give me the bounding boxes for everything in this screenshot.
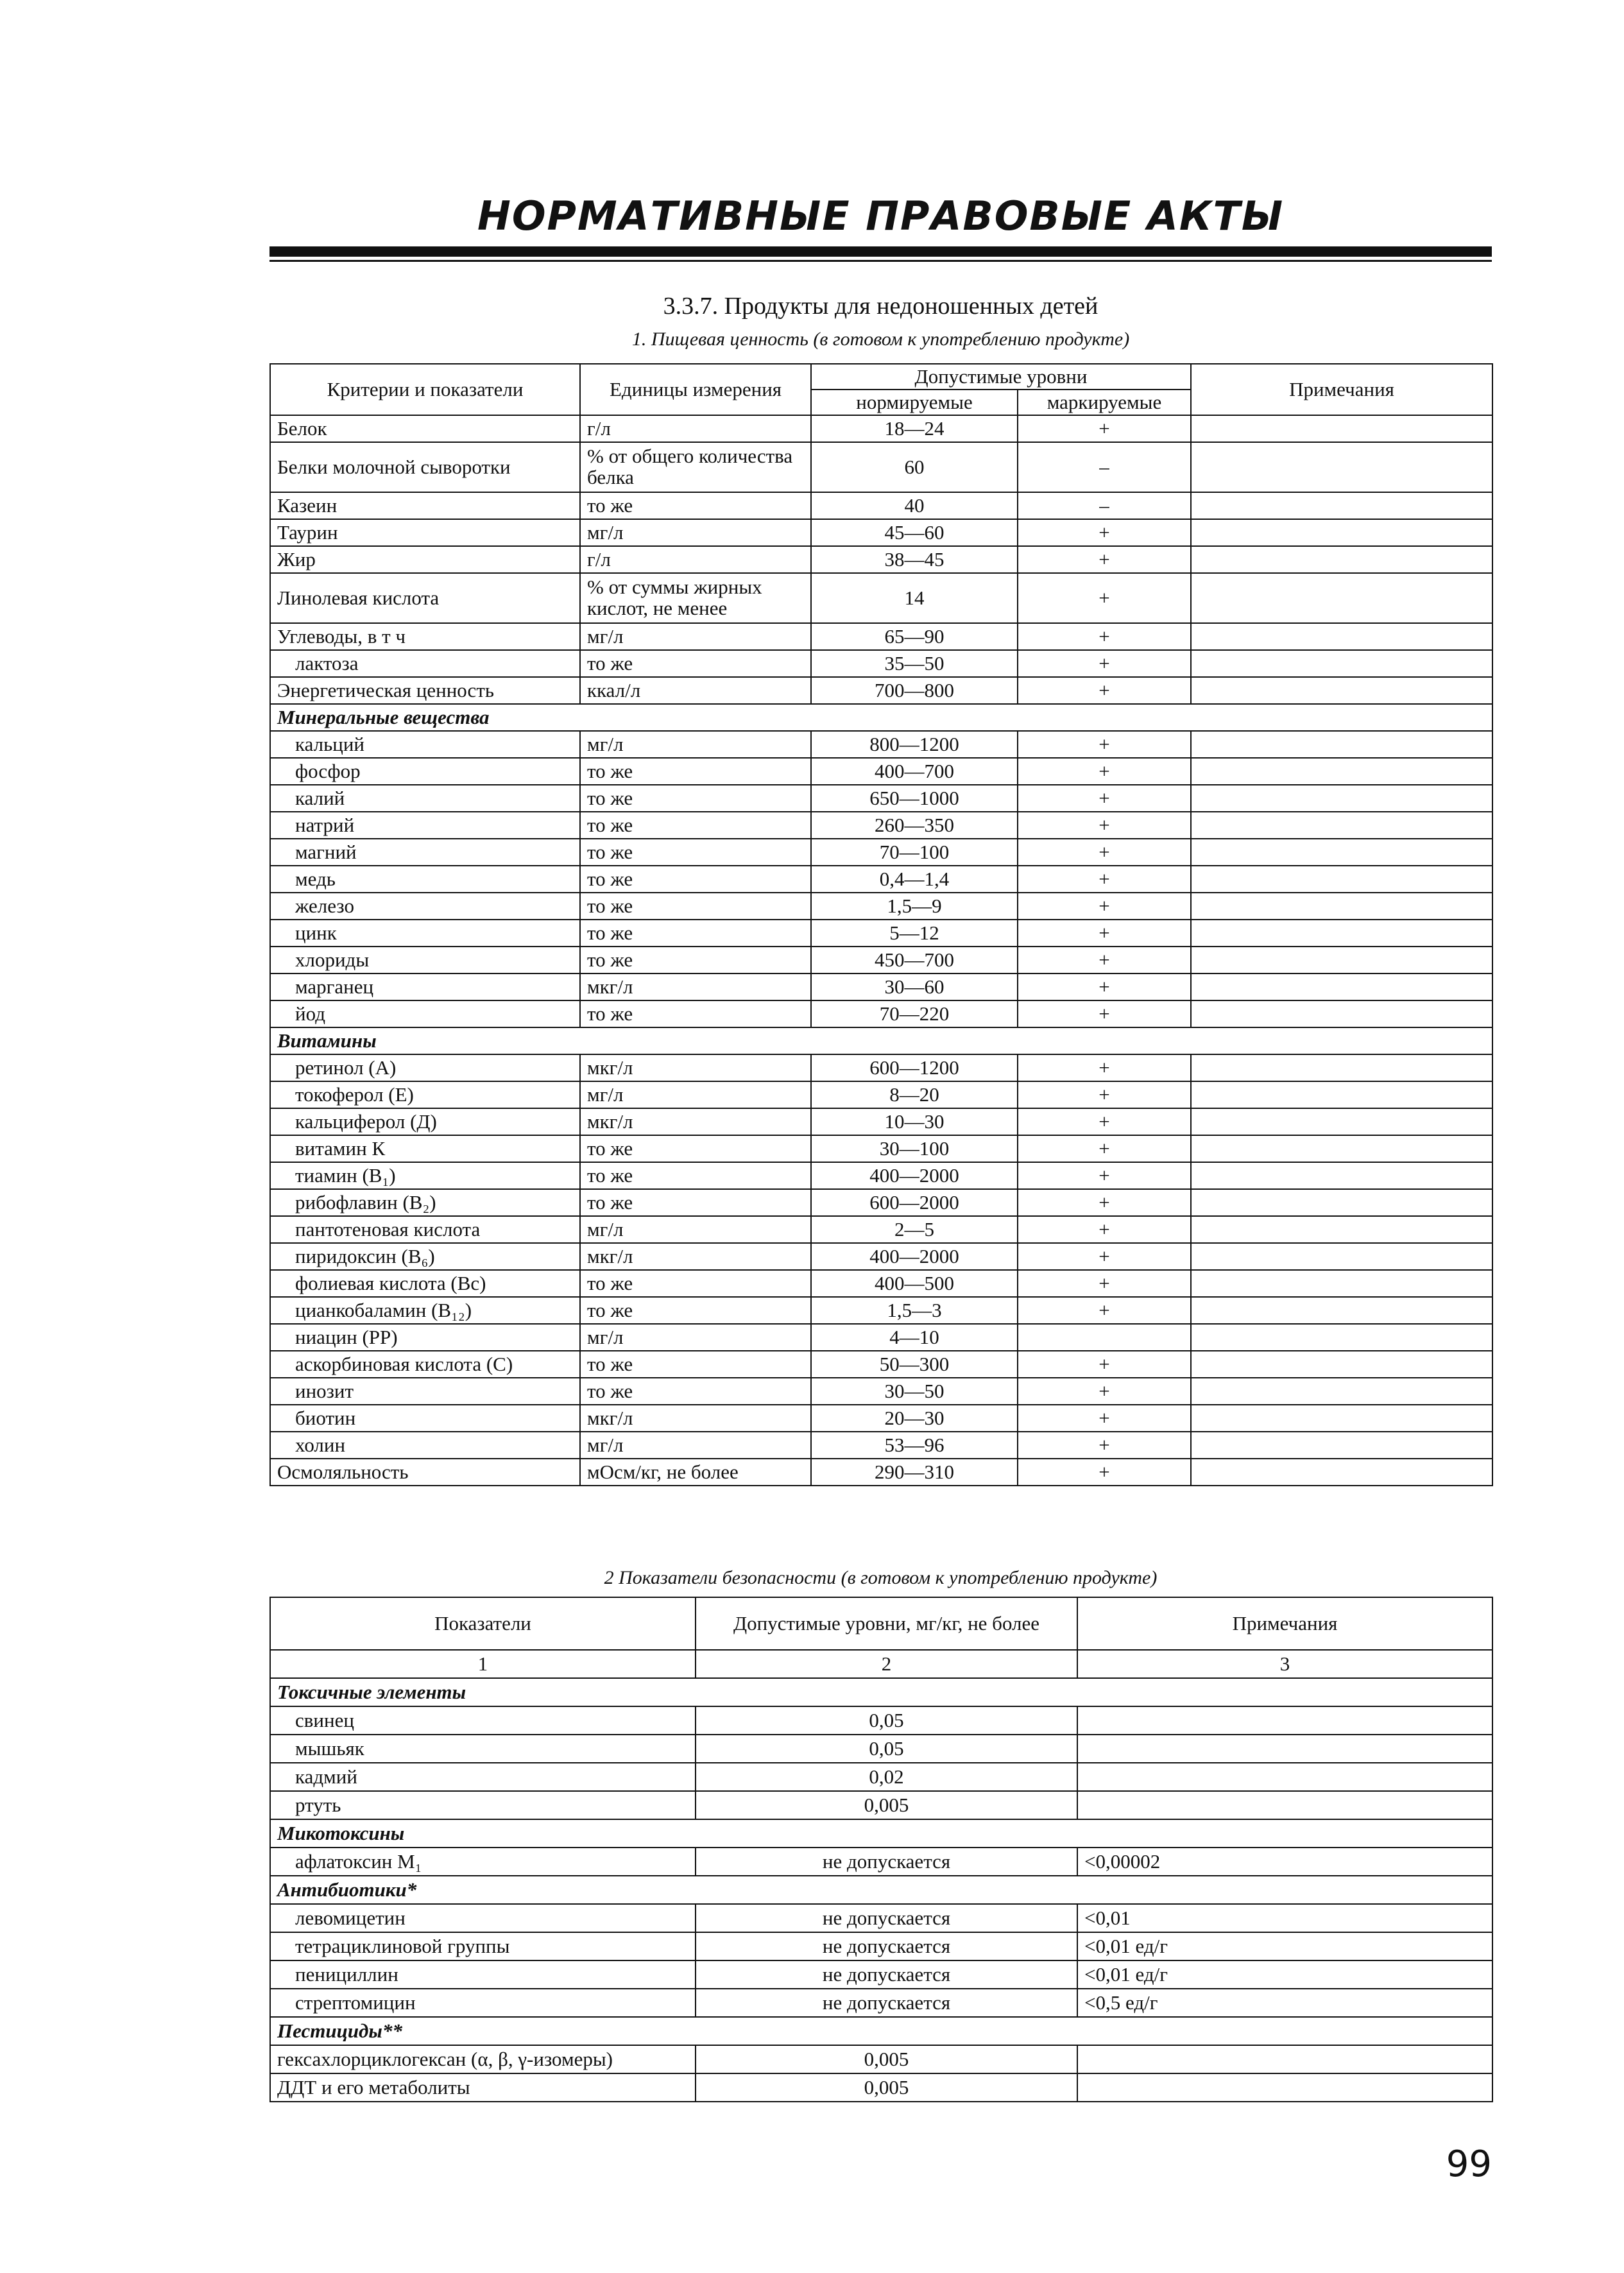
- normed-value: 400—2000: [811, 1243, 1018, 1270]
- table-row: [270, 2045, 1492, 2073]
- table-row: [270, 1054, 1492, 1081]
- table-row: [270, 650, 1492, 677]
- unit-cell: ккал/л: [580, 677, 811, 704]
- criteria-header: Критерии и показатели: [270, 364, 580, 415]
- indicator-name: фолиевая кислота (Bc): [270, 1270, 580, 1297]
- indicator-name: Казеин: [270, 492, 580, 519]
- normed-value: 14: [811, 573, 1018, 623]
- labeled-mark: +: [1018, 893, 1191, 920]
- indicator-name: цинк: [270, 920, 580, 947]
- indicator-name: калий: [270, 785, 580, 812]
- indicator-name: цианкобаламин (B₁₂): [270, 1297, 580, 1324]
- table-row: [270, 1405, 1492, 1432]
- notes-cell: [1191, 546, 1492, 573]
- table-row: [270, 758, 1492, 785]
- table-row: [270, 1297, 1492, 1324]
- table-row: [270, 2073, 1492, 2102]
- unit-cell: то же: [580, 866, 811, 893]
- indicator-name: Линолевая кислота: [270, 573, 580, 623]
- indicator-name: тиамин (B₁): [270, 1162, 580, 1189]
- indicator-name: железо: [270, 893, 580, 920]
- indicator-name: ртуть: [270, 1791, 696, 1819]
- normed-value: 290—310: [811, 1459, 1018, 1486]
- table-row: [270, 415, 1492, 442]
- table-row: [270, 1706, 1492, 1735]
- notes-cell: <0,01 ед/г: [1077, 1932, 1492, 1960]
- indicator-name: Белки молочной сыворотки: [270, 442, 580, 492]
- table-row: [270, 1848, 1492, 1876]
- indicator-name: магний: [270, 839, 580, 866]
- labeled-mark: +: [1018, 1000, 1191, 1027]
- unit-cell: то же: [580, 920, 811, 947]
- unit-cell: г/л: [580, 415, 811, 442]
- table-row: [270, 1791, 1492, 1819]
- unit-cell: то же: [580, 1189, 811, 1216]
- notes-cell: [1191, 866, 1492, 893]
- group-heading: Пестициды**: [270, 2017, 1492, 2045]
- unit-cell: то же: [580, 758, 811, 785]
- group-row: [270, 2017, 1492, 2045]
- table-row: [270, 442, 1492, 492]
- labeled-mark: +: [1018, 920, 1191, 947]
- unit-cell: то же: [580, 839, 811, 866]
- labeled-mark: +: [1018, 812, 1191, 839]
- table1-header-row: [270, 364, 1492, 390]
- notes-cell: [1077, 1763, 1492, 1791]
- nutrition-table: [269, 363, 1493, 1486]
- notes-cell: [1191, 1351, 1492, 1378]
- indicator-name: пиридоксин (B₆): [270, 1243, 580, 1270]
- notes-cell: [1191, 1081, 1492, 1108]
- indicator-name: токоферол (Е): [270, 1081, 580, 1108]
- section-title: 3.3.7. Продукты для недоношенных детей: [663, 293, 1098, 320]
- labeled-mark: +: [1018, 1189, 1191, 1216]
- indicator-name: тетрациклиновой группы: [270, 1932, 696, 1960]
- table-row: [270, 1960, 1492, 1989]
- unit-cell: то же: [580, 1351, 811, 1378]
- indicator-name: Углеводы, в т ч: [270, 623, 580, 650]
- table-row: [270, 1162, 1492, 1189]
- labeled-mark: –: [1018, 442, 1191, 492]
- limit-value: 0,005: [696, 2045, 1077, 2073]
- indicator-name: хлориды: [270, 947, 580, 974]
- unit-cell: мкг/л: [580, 1243, 811, 1270]
- unit-cell: то же: [580, 1135, 811, 1162]
- normed-value: 65—90: [811, 623, 1018, 650]
- labeled-mark: +: [1018, 1108, 1191, 1135]
- indicator-name: левомицетин: [270, 1904, 696, 1932]
- indicator-name: холин: [270, 1432, 580, 1459]
- indicator-name: гексахлорциклогексан (α, β, γ-изомеры): [270, 2045, 696, 2073]
- group-row: [270, 1876, 1492, 1904]
- notes-cell: [1191, 1297, 1492, 1324]
- table-row: [270, 1189, 1492, 1216]
- notes-cell: [1191, 442, 1492, 492]
- unit-cell: мг/л: [580, 1216, 811, 1243]
- table-row: [270, 573, 1492, 623]
- notes-cell: [1191, 947, 1492, 974]
- notes-cell: [1191, 920, 1492, 947]
- normed-value: 600—1200: [811, 1054, 1018, 1081]
- normed-value: 35—50: [811, 650, 1018, 677]
- table-row: [270, 1989, 1492, 2017]
- normed-value: 1,5—9: [811, 893, 1018, 920]
- normed-value: 400—2000: [811, 1162, 1018, 1189]
- notes-cell: [1191, 1270, 1492, 1297]
- unit-cell: мг/л: [580, 1081, 811, 1108]
- indicator-name: стрептомицин: [270, 1989, 696, 2017]
- indicator-name: Белок: [270, 415, 580, 442]
- unit-cell: мг/л: [580, 623, 811, 650]
- unit-cell: мг/л: [580, 519, 811, 546]
- notes-cell: [1191, 1459, 1492, 1486]
- normed-value: 1,5—3: [811, 1297, 1018, 1324]
- notes-cell: <0,5 ед/г: [1077, 1989, 1492, 2017]
- indicator-name: аскорбиновая кислота (С): [270, 1351, 580, 1378]
- table-row: [270, 1324, 1492, 1351]
- group-heading: Витамины: [270, 1027, 1492, 1054]
- table-row: [270, 1432, 1492, 1459]
- units-header: Единицы измерения: [580, 364, 811, 415]
- table2-caption: 2 Показатели безопасности (в готовом к употреблению продукте): [604, 1567, 1158, 1588]
- labeled-mark: +: [1018, 947, 1191, 974]
- notes-cell: [1191, 1405, 1492, 1432]
- table2-body: [270, 1678, 1492, 2102]
- labeled-mark: +: [1018, 519, 1191, 546]
- normed-value: 0,4—1,4: [811, 866, 1018, 893]
- normed-value: 53—96: [811, 1432, 1018, 1459]
- indicator-name: ретинол (А): [270, 1054, 580, 1081]
- indicator-name: биотин: [270, 1405, 580, 1432]
- table-row: [270, 623, 1492, 650]
- table-row: [270, 1216, 1492, 1243]
- group-row: [270, 1819, 1492, 1848]
- unit-cell: мкг/л: [580, 1405, 811, 1432]
- notes-cell: [1191, 758, 1492, 785]
- table-row: [270, 866, 1492, 893]
- table-row: [270, 1081, 1492, 1108]
- normed-value: 5—12: [811, 920, 1018, 947]
- unit-cell: то же: [580, 1000, 811, 1027]
- limit-value: 0,05: [696, 1735, 1077, 1763]
- group-row: [270, 1678, 1492, 1706]
- unit-cell: мОсм/кг, не более: [580, 1459, 811, 1486]
- labeled-mark: –: [1018, 492, 1191, 519]
- group-heading: Микотоксины: [270, 1819, 1492, 1848]
- labeled-mark: +: [1018, 1405, 1191, 1432]
- indicator-name: витамин К: [270, 1135, 580, 1162]
- normed-value: 8—20: [811, 1081, 1018, 1108]
- table-row: [270, 1763, 1492, 1791]
- unit-cell: мг/л: [580, 1324, 811, 1351]
- notes-cell: [1191, 812, 1492, 839]
- notes-cell: [1191, 650, 1492, 677]
- normed-value: 30—100: [811, 1135, 1018, 1162]
- notes-cell: [1077, 2073, 1492, 2102]
- table-row: [270, 1904, 1492, 1932]
- notes-cell: [1191, 785, 1492, 812]
- table-row: [270, 812, 1492, 839]
- header-rule-thick: [269, 246, 1492, 257]
- notes-cell: [1191, 1189, 1492, 1216]
- labeled-mark: +: [1018, 1459, 1191, 1486]
- indicator-name: пенициллин: [270, 1960, 696, 1989]
- unit-cell: мг/л: [580, 1432, 811, 1459]
- table-row: [270, 1378, 1492, 1405]
- unit-cell: мкг/л: [580, 1054, 811, 1081]
- page-number: 99: [1446, 2143, 1492, 2185]
- labeled-mark: +: [1018, 839, 1191, 866]
- notes-cell: <0,00002: [1077, 1848, 1492, 1876]
- unit-cell: % от суммы жирных кислот, не менее: [580, 573, 811, 623]
- indicator-name: кальций: [270, 731, 580, 758]
- table-row: [270, 1270, 1492, 1297]
- table-row: [270, 1243, 1492, 1270]
- notes-cell: [1191, 1216, 1492, 1243]
- indicator-name: фосфор: [270, 758, 580, 785]
- indicator-name: ДДТ и его метаболиты: [270, 2073, 696, 2102]
- normed-value: 30—60: [811, 974, 1018, 1000]
- unit-cell: то же: [580, 812, 811, 839]
- notes-cell: [1191, 974, 1492, 1000]
- notes-cell: [1191, 1432, 1492, 1459]
- notes-cell: <0,01 ед/г: [1077, 1960, 1492, 1989]
- unit-cell: то же: [580, 947, 811, 974]
- table1-body: [270, 415, 1492, 1486]
- notes-cell: [1191, 731, 1492, 758]
- indicator-name: лактоза: [270, 650, 580, 677]
- table-row: [270, 519, 1492, 546]
- header-rule-thin: [269, 260, 1492, 262]
- labeled-mark: +: [1018, 623, 1191, 650]
- column-number: 2: [696, 1650, 1077, 1678]
- unit-cell: мг/л: [580, 731, 811, 758]
- column-number: 3: [1077, 1650, 1492, 1678]
- normed-value: 400—500: [811, 1270, 1018, 1297]
- unit-cell: то же: [580, 1378, 811, 1405]
- notes-cell: [1191, 1108, 1492, 1135]
- normed-value: 30—50: [811, 1378, 1018, 1405]
- normed-value: 70—100: [811, 839, 1018, 866]
- page-header: НОРМАТИВНЫЕ ПРАВОВЫЕ АКТЫ: [477, 193, 1285, 239]
- unit-cell: то же: [580, 1162, 811, 1189]
- notes-cell: [1191, 1243, 1492, 1270]
- group-row: [270, 704, 1492, 731]
- table-row: [270, 1735, 1492, 1763]
- unit-cell: то же: [580, 1297, 811, 1324]
- normed-value: 45—60: [811, 519, 1018, 546]
- limit-value: 0,05: [696, 1706, 1077, 1735]
- unit-cell: то же: [580, 893, 811, 920]
- normed-value: 400—700: [811, 758, 1018, 785]
- labeled-mark: +: [1018, 546, 1191, 573]
- labeled-mark: +: [1018, 1216, 1191, 1243]
- labeled-mark: +: [1018, 1243, 1191, 1270]
- normed-value: 20—30: [811, 1405, 1018, 1432]
- indicator-name: Энергетическая ценность: [270, 677, 580, 704]
- labeled-mark: +: [1018, 1351, 1191, 1378]
- labeled-mark: +: [1018, 1378, 1191, 1405]
- unit-cell: то же: [580, 650, 811, 677]
- notes-cell: [1191, 839, 1492, 866]
- notes-cell: [1191, 1054, 1492, 1081]
- indicator-name: инозит: [270, 1378, 580, 1405]
- table-row: [270, 1932, 1492, 1960]
- notes-cell: <0,01: [1077, 1904, 1492, 1932]
- notes-cell: [1077, 1735, 1492, 1763]
- notes-cell: [1191, 677, 1492, 704]
- notes-header: Примечания: [1191, 364, 1492, 415]
- normed-value: 2—5: [811, 1216, 1018, 1243]
- unit-cell: мкг/л: [580, 974, 811, 1000]
- labeled-mark: +: [1018, 1135, 1191, 1162]
- group-row: [270, 1027, 1492, 1054]
- column-number: 1: [270, 1650, 696, 1678]
- notes-cell: [1191, 1135, 1492, 1162]
- indicator-name: Жир: [270, 546, 580, 573]
- normed-value: 450—700: [811, 947, 1018, 974]
- labeled-mark: +: [1018, 677, 1191, 704]
- limits-header: Допустимые уровни, мг/кг, не более: [696, 1597, 1077, 1650]
- labeled-mark: +: [1018, 758, 1191, 785]
- notes-header: Примечания: [1077, 1597, 1492, 1650]
- group-heading: Антибиотики*: [270, 1876, 1492, 1904]
- group-heading: Минеральные вещества: [270, 704, 1492, 731]
- unit-cell: то же: [580, 492, 811, 519]
- notes-cell: [1191, 893, 1492, 920]
- unit-cell: г/л: [580, 546, 811, 573]
- table-row: [270, 974, 1492, 1000]
- normed-value: 60: [811, 442, 1018, 492]
- table-row: [270, 1000, 1492, 1027]
- normed-header: нормируемые: [811, 390, 1018, 415]
- normed-value: 260—350: [811, 812, 1018, 839]
- notes-cell: [1191, 1000, 1492, 1027]
- labeled-mark: +: [1018, 731, 1191, 758]
- limit-value: не допускается: [696, 1932, 1077, 1960]
- normed-value: 50—300: [811, 1351, 1018, 1378]
- notes-cell: [1191, 623, 1492, 650]
- table-row: [270, 947, 1492, 974]
- table-row: [270, 920, 1492, 947]
- labeled-mark: +: [1018, 1297, 1191, 1324]
- table-row: [270, 1459, 1492, 1486]
- table-row: [270, 1351, 1492, 1378]
- limit-value: не допускается: [696, 1848, 1077, 1876]
- indicator-name: мышьяк: [270, 1735, 696, 1763]
- labeled-mark: +: [1018, 1081, 1191, 1108]
- normed-value: 650—1000: [811, 785, 1018, 812]
- limit-value: не допускается: [696, 1904, 1077, 1932]
- column-number-row: [270, 1650, 1492, 1678]
- table-row: [270, 546, 1492, 573]
- table-row: [270, 492, 1492, 519]
- indicator-name: Таурин: [270, 519, 580, 546]
- indicator-name: ниацин (PP): [270, 1324, 580, 1351]
- table-row: [270, 1135, 1492, 1162]
- indicator-name: медь: [270, 866, 580, 893]
- normed-value: 4—10: [811, 1324, 1018, 1351]
- indicator-name: кадмий: [270, 1763, 696, 1791]
- notes-cell: [1077, 2045, 1492, 2073]
- normed-value: 40: [811, 492, 1018, 519]
- normed-value: 600—2000: [811, 1189, 1018, 1216]
- labeled-mark: +: [1018, 650, 1191, 677]
- table-row: [270, 839, 1492, 866]
- group-heading: Токсичные элементы: [270, 1678, 1492, 1706]
- levels-header: Допустимые уровни: [811, 364, 1191, 390]
- labeled-mark: +: [1018, 1162, 1191, 1189]
- limit-value: 0,005: [696, 1791, 1077, 1819]
- indicator-name: рибофлавин (B₂): [270, 1189, 580, 1216]
- indicator-name: афлатоксин M₁: [270, 1848, 696, 1876]
- normed-value: 10—30: [811, 1108, 1018, 1135]
- notes-cell: [1077, 1706, 1492, 1735]
- labeled-mark: +: [1018, 415, 1191, 442]
- indicator-name: натрий: [270, 812, 580, 839]
- indicator-name: кальциферол (Д): [270, 1108, 580, 1135]
- labeled-mark: [1018, 1324, 1191, 1351]
- table-row: [270, 731, 1492, 758]
- limit-value: не допускается: [696, 1989, 1077, 2017]
- labeled-mark: +: [1018, 866, 1191, 893]
- normed-value: 700—800: [811, 677, 1018, 704]
- notes-cell: [1191, 1378, 1492, 1405]
- labeled-mark: +: [1018, 1270, 1191, 1297]
- indicator-name: Осмоляльность: [270, 1459, 580, 1486]
- notes-cell: [1191, 415, 1492, 442]
- unit-cell: мкг/л: [580, 1108, 811, 1135]
- table-row: [270, 893, 1492, 920]
- notes-cell: [1191, 519, 1492, 546]
- table-row: [270, 1108, 1492, 1135]
- labeled-mark: +: [1018, 1432, 1191, 1459]
- unit-cell: то же: [580, 1270, 811, 1297]
- unit-cell: то же: [580, 785, 811, 812]
- table2-header-row: [270, 1597, 1492, 1650]
- indicators-header: Показатели: [270, 1597, 696, 1650]
- normed-value: 800—1200: [811, 731, 1018, 758]
- notes-cell: [1191, 1324, 1492, 1351]
- limit-value: 0,02: [696, 1763, 1077, 1791]
- safety-table: [269, 1597, 1493, 2102]
- unit-cell: % от общего количества белка: [580, 442, 811, 492]
- normed-value: 18—24: [811, 415, 1018, 442]
- labeled-header: маркируемые: [1018, 390, 1191, 415]
- indicator-name: свинец: [270, 1706, 696, 1735]
- indicator-name: марганец: [270, 974, 580, 1000]
- limit-value: 0,005: [696, 2073, 1077, 2102]
- labeled-mark: +: [1018, 573, 1191, 623]
- table-row: [270, 785, 1492, 812]
- notes-cell: [1077, 1791, 1492, 1819]
- labeled-mark: +: [1018, 1054, 1191, 1081]
- labeled-mark: +: [1018, 785, 1191, 812]
- normed-value: 70—220: [811, 1000, 1018, 1027]
- notes-cell: [1191, 1162, 1492, 1189]
- table1-caption: 1. Пищевая ценность (в готовом к употреблению продукте): [631, 329, 1130, 350]
- table-row: [270, 677, 1492, 704]
- limit-value: не допускается: [696, 1960, 1077, 1989]
- notes-cell: [1191, 492, 1492, 519]
- normed-value: 38—45: [811, 546, 1018, 573]
- notes-cell: [1191, 573, 1492, 623]
- labeled-mark: +: [1018, 974, 1191, 1000]
- indicator-name: пантотеновая кислота: [270, 1216, 580, 1243]
- indicator-name: йод: [270, 1000, 580, 1027]
